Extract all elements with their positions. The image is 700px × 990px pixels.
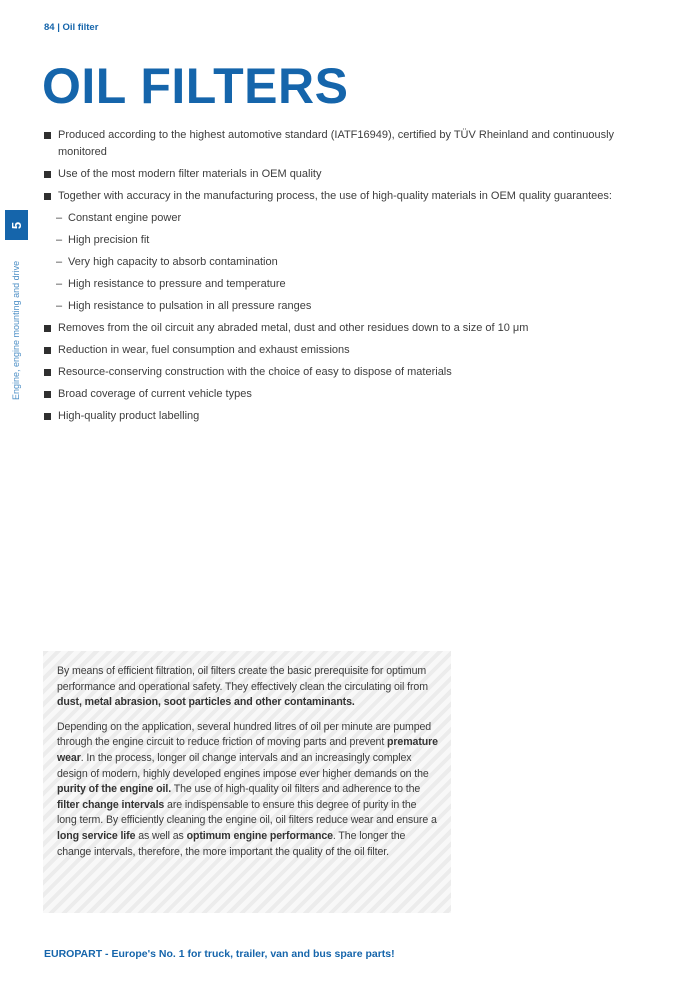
square-bullet-icon (44, 369, 51, 376)
list-item-text: Broad coverage of current vehicle types (58, 388, 252, 400)
dash-bullet-icon: – (56, 212, 63, 224)
list-item (44, 320, 658, 337)
sub-list-item (56, 210, 658, 227)
page-footer: EUROPART - Europe's No. 1 for truck, trailer, van and bus spare parts! (44, 948, 395, 960)
square-bullet-icon (44, 325, 51, 332)
list-item (44, 408, 658, 425)
body-text: as well as (135, 829, 187, 842)
list-item (44, 127, 658, 161)
list-item (44, 386, 658, 403)
body-text: . In the process, longer oil change intervals and an increasingly complex design of modern, highly developed engines impose ever higher demands on the (57, 751, 429, 780)
body-text: Depending on the application, several hundred litres of oil per minute are pumped through the engine circuit to reduce friction of moving parts and prevent (57, 720, 432, 749)
emphasized-text: optimum engine performance (186, 829, 333, 842)
dash-bullet-icon: – (56, 256, 63, 268)
page-header: 84 | Oil filter (44, 22, 99, 33)
square-bullet-icon (44, 171, 51, 178)
emphasized-text: long service life (57, 829, 136, 842)
sub-list-item (56, 254, 658, 271)
square-bullet-icon (44, 413, 51, 420)
list-item-text: High resistance to pulsation in all pressure ranges (68, 300, 312, 312)
emphasized-text: filter change intervals (57, 798, 165, 811)
list-item-text: High resistance to pressure and temperature (68, 278, 286, 290)
list-item-text: Resource-conserving construction with the choice of easy to dispose of materials (58, 366, 452, 378)
sub-list-item (56, 276, 658, 293)
list-item-text: Use of the most modern filter materials in OEM quality (58, 168, 322, 180)
info-paragraph (57, 664, 438, 711)
list-item-text: Very high capacity to absorb contamination (68, 256, 278, 268)
list-item (44, 166, 658, 183)
emphasized-text: purity of the engine oil. (57, 783, 172, 796)
info-paragraph (57, 720, 438, 860)
list-item-text: Produced according to the highest automotive standard (IATF16949), certified by TÜV Rheinland and continuously monitored (58, 129, 615, 158)
body-text: . The longer the change intervals, therefore, the more important the quality of the oil filter. (57, 829, 406, 858)
feature-list (44, 127, 658, 430)
sub-list-item (56, 232, 658, 249)
list-item-text: High precision fit (68, 234, 150, 246)
list-item-text: Constant engine power (68, 212, 182, 224)
chapter-label: Engine, engine mounting and drive (11, 260, 21, 400)
square-bullet-icon (44, 193, 51, 200)
square-bullet-icon (44, 132, 51, 139)
square-bullet-icon (44, 391, 51, 398)
square-bullet-icon (44, 347, 51, 354)
list-item (44, 342, 658, 359)
list-item (44, 364, 658, 381)
list-item (44, 188, 658, 205)
list-item-text: Removes from the oil circuit any abraded metal, dust and other residues down to a size of 10 μm (58, 322, 529, 334)
body-text: are indispensable to ensure this degree of purity in the long term. By efficiently cleaning the engine oil, oil filters reduce wear and ensure a (57, 798, 437, 827)
info-box (43, 651, 451, 913)
list-item-text: Together with accuracy in the manufacturing process, the use of high-quality materials in OEM quality guarantees: (58, 190, 612, 202)
list-item-text: High-quality product labelling (58, 410, 200, 422)
emphasized-text: dust, metal abrasion, soot particles and other contaminants. (57, 696, 355, 709)
dash-bullet-icon: – (56, 234, 63, 246)
page-title: OIL FILTERS (42, 58, 349, 114)
emphasized-text: premature wear (57, 736, 438, 764)
body-text: The use of high-quality oil filters and adherence to the (171, 783, 421, 796)
dash-bullet-icon: – (56, 300, 63, 312)
body-text: By means of efficient filtration, oil filters create the basic prerequisite for optimum performance and operational safety. They effectively clean the circulating oil from (57, 665, 428, 693)
chapter-number: 5 (8, 221, 24, 229)
dash-bullet-icon: – (56, 278, 63, 290)
chapter-tab (5, 210, 28, 240)
sub-list-item (56, 298, 658, 315)
list-item-text: Reduction in wear, fuel consumption and exhaust emissions (58, 344, 350, 356)
